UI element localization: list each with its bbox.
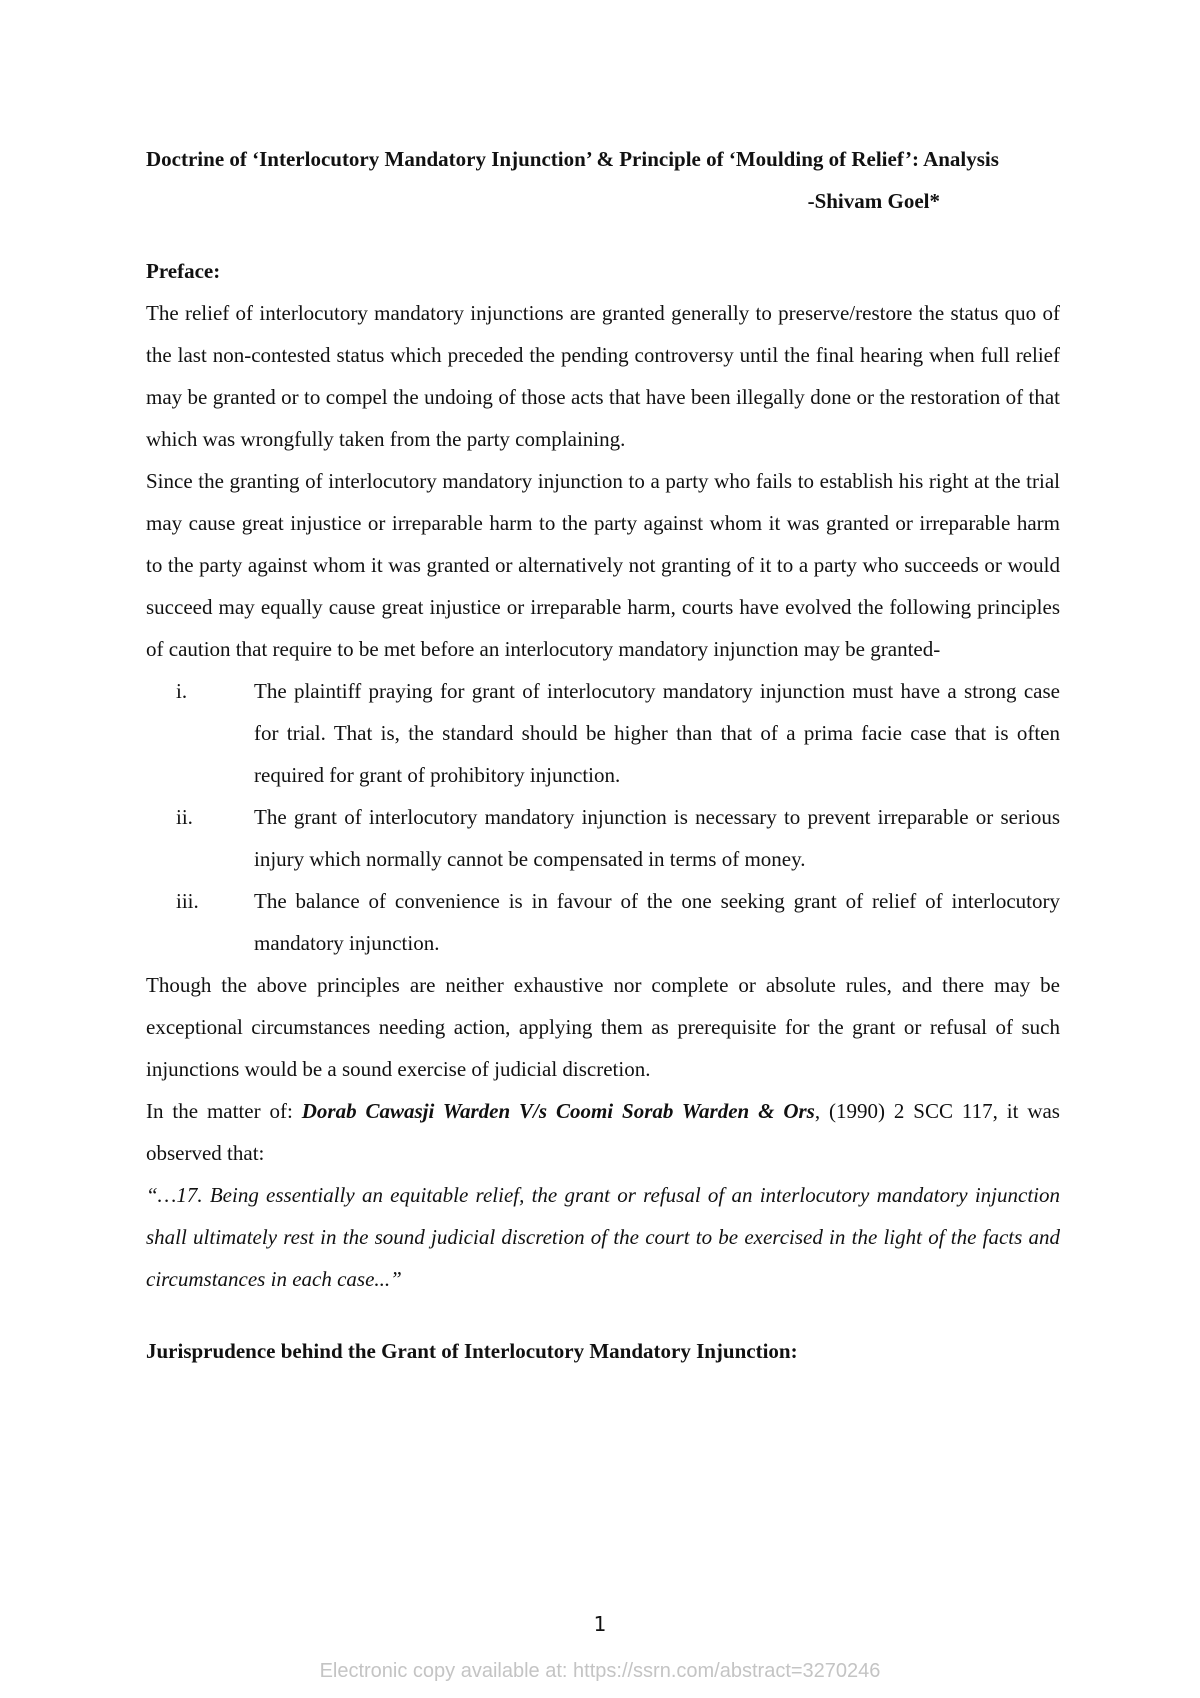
list-marker: ii.	[176, 805, 193, 829]
list-item-text: The plaintiff praying for grant of interlocutory mandatory injunction must have a strong case for trial. That is, the standard should be higher than that of a prima facie case that is often required for grant of prohibitory injunction.	[254, 679, 1060, 787]
list-item-text: The grant of interlocutory mandatory injunction is necessary to prevent irreparable or serious injury which normally cannot be compensated in terms of money.	[254, 805, 1060, 871]
case-citation-paragraph	[146, 1090, 1060, 1174]
author-name: -Shivam Goel*	[807, 189, 940, 213]
list-item	[146, 796, 1060, 880]
section-heading: Jurisprudence behind the Grant of Interlocutory Mandatory Injunction:	[146, 1339, 798, 1363]
page-number: 1	[593, 1612, 607, 1636]
principles-list	[146, 670, 1060, 964]
case-quote: “…17. Being essentially an equitable relief, the grant or refusal of an interlocutory mandatory injunction shall ultimately rest in the sound judicial discretion of the court to be exercised in the light of the facts and circumstances in each case...”	[146, 1183, 1060, 1291]
case-name: Dorab Cawasji Warden V/s Coomi Sorab Warden & Ors	[301, 1099, 815, 1123]
list-item	[146, 880, 1060, 964]
document-title: Doctrine of ‘Interlocutory Mandatory Injunction’ & Principle of ‘Moulding of Relief’: Analysis	[146, 147, 999, 171]
preface-paragraph-1: The relief of interlocutory mandatory injunctions are granted generally to preserve/restore the status quo of the last non-contested status which preceded the pending controversy until the final hearing when full relief may be granted or to compel the undoing of those acts that have been illegally done or the restoration of that which was wrongfully taken from the party complaining.	[146, 301, 1060, 451]
list-marker: iii.	[176, 889, 199, 913]
preface-paragraph-2: Since the granting of interlocutory mandatory injunction to a party who fails to establish his right at the trial may cause great injustice or irreparable harm to the party against whom it was granted or irreparable harm to the party against whom it was granted or alternatively not granting of it to a party who succeeds or would succeed may equally cause great injustice or irreparable harm, courts have evolved the following principles of caution that require to be met before an interlocutory mandatory injunction may be granted-	[146, 469, 1060, 661]
case-intro-prefix: In the matter of:	[146, 1099, 302, 1123]
list-item	[146, 670, 1060, 796]
list-item-text: The balance of convenience is in favour of the one seeking grant of relief of interlocutory mandatory injunction.	[254, 889, 1060, 955]
electronic-copy-notice: Electronic copy available at: https://ssrn.com/abstract=3270246	[319, 1660, 881, 1682]
case-intro-suffix: , (1990) 2 SCC 117, it was observed that:	[146, 1099, 1060, 1165]
list-marker: i.	[176, 679, 188, 703]
preface-heading: Preface:	[146, 259, 221, 283]
closing-paragraph: Though the above principles are neither exhaustive nor complete or absolute rules, and there may be exceptional circumstances needing action, applying them as prerequisite for the grant or refusal of such injunctions would be a sound exercise of judicial discretion.	[146, 973, 1060, 1081]
document-body	[146, 138, 1060, 1372]
